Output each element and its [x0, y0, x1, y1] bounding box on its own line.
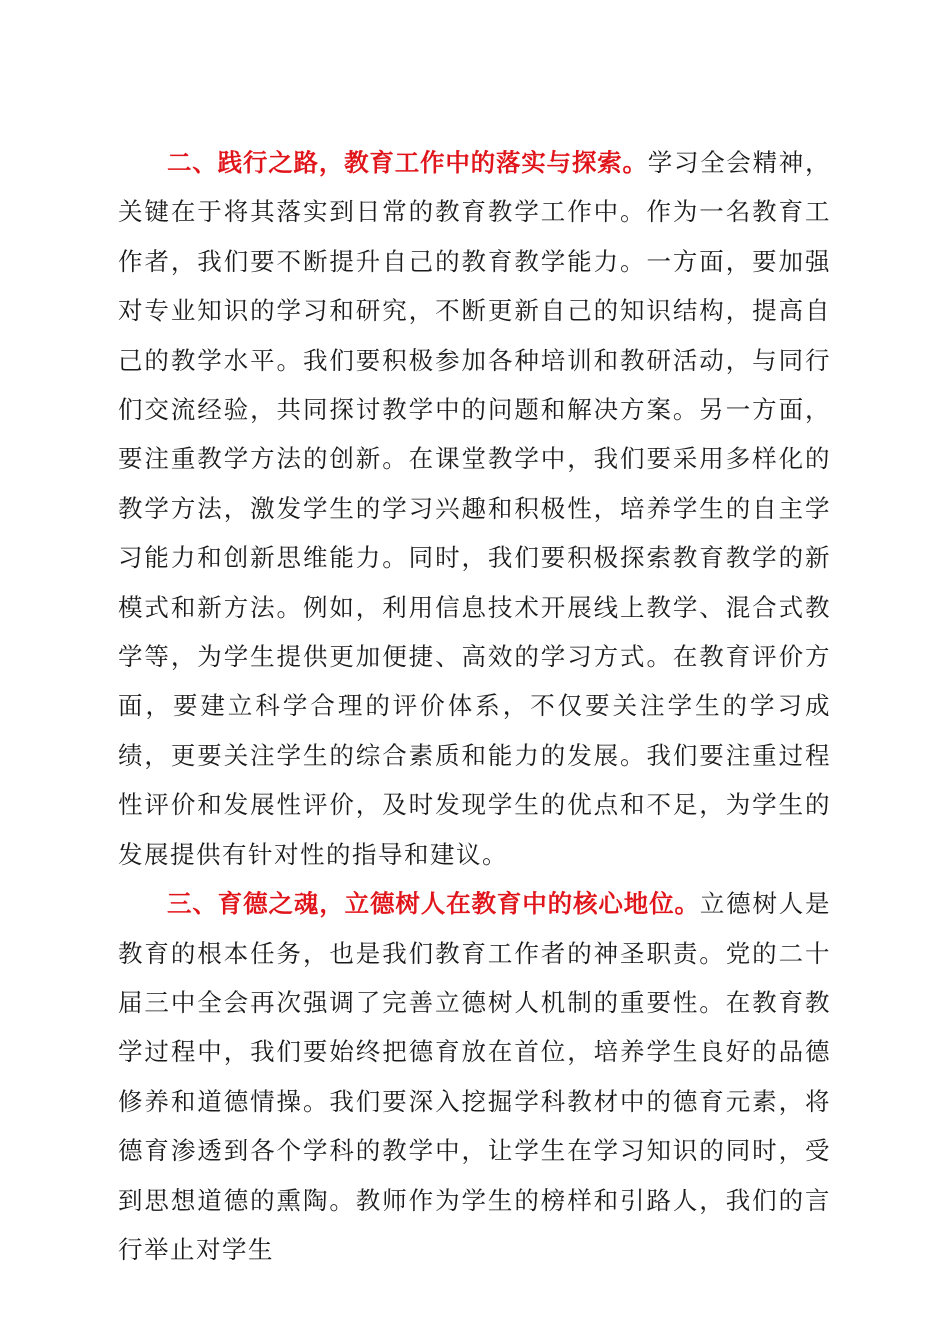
paragraph-morality	[118, 879, 831, 1274]
paragraph-text-practice: 学习全会精神，关键在于将其落实到日常的教育教学工作中。作为一名教育工作者，我们要不断提升自己的教育教学能力。一方面，要加强对专业知识的学习和研究，不断更新自己的知识结构，提高自己的教学水平。我们要积极参加各种培训和教研活动，与同行们交流经验，共同探讨教学中的问题和解决方案。另一方面，要注重教学方法的创新。在课堂教学中，我们要采用多样化的教学方法，激发学生的学习兴趣和积极性，培养学生的自主学习能力和创新思维能力。同时，我们要积极探索教育教学的新模式和新方法。例如，利用信息技术开展线上教学、混合式教学等，为学生提供更加便捷、高效的学习方式。在教育评价方面，要建立科学合理的评价体系，不仅要关注学生的学习成绩，更要关注学生的综合素质和能力的发展。我们要注重过程性评价和发展性评价，及时发现学生的优点和不足，为学生的发展提供有针对性的指导和建议。	[118, 148, 832, 869]
section-heading-morality: 三、育德之魂，立德树人在教育中的核心地位。	[167, 889, 700, 919]
paragraph-text-morality: 立德树人是教育的根本任务，也是我们教育工作者的神圣职责。党的二十届三中全会再次强调了完善立德树人机制的重要性。在教育教学过程中，我们要始终把德育放在首位，培养学生良好的品德修养和道德情操。我们要深入挖掘学科教材中的德育元素，将德育渗透到各个学科的教学中，让学生在学习知识的同时，受到思想道德的熏陶。教师作为学生的榜样和引路人，我们的言行举止对学生	[118, 889, 831, 1264]
paragraph-practice	[118, 138, 831, 879]
section-heading-practice: 二、践行之路，教育工作中的落实与探索。	[167, 148, 648, 177]
document-body	[118, 138, 831, 1274]
